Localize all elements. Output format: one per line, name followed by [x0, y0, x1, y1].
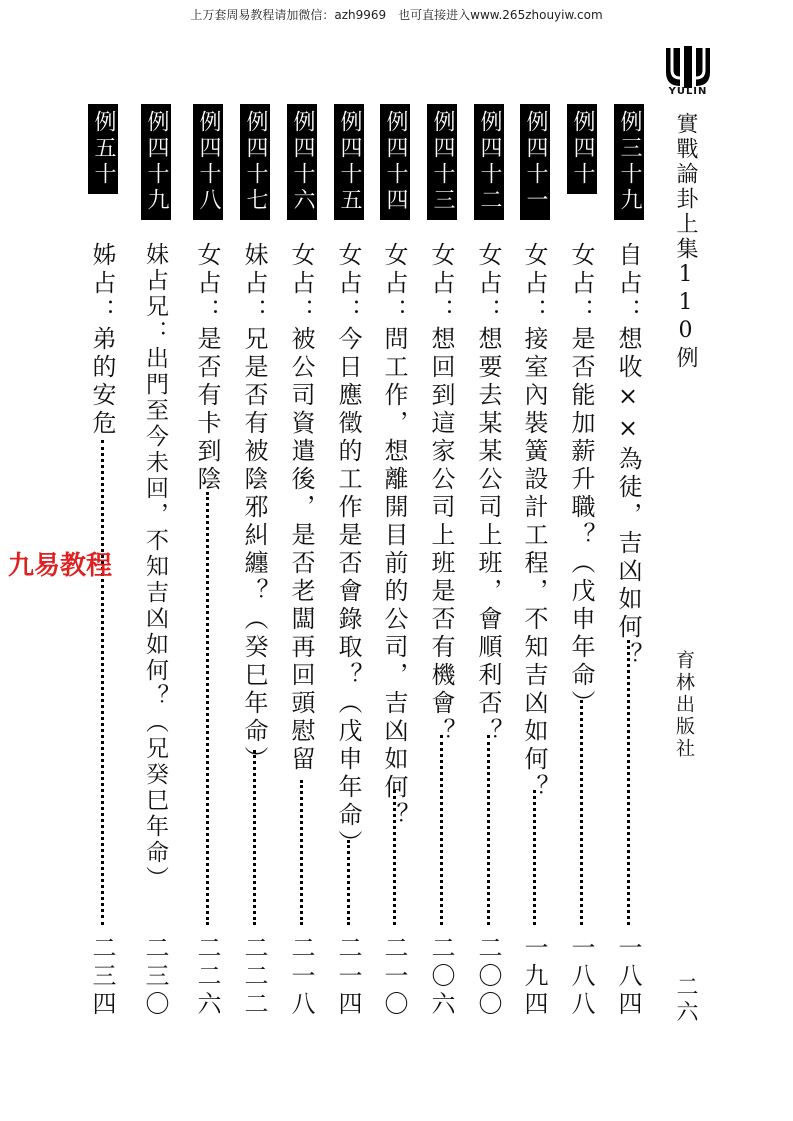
entry-text: 女占：是否有卡到陰 — [193, 242, 221, 494]
page-ref: 二一八 — [287, 935, 315, 1019]
book-title: 實戰論卦上集110例 — [673, 112, 698, 371]
publisher: 育林出版社 — [673, 650, 695, 760]
page-ref: 二二二 — [240, 935, 268, 1019]
page-ref: 一八四 — [614, 935, 642, 1019]
dotted-leader — [580, 700, 587, 925]
dotted-leader — [300, 780, 307, 925]
dotted-leader — [393, 790, 400, 925]
page-ref: 二二六 — [193, 935, 221, 1019]
side-watermark: 九易教程 — [8, 551, 113, 581]
example-label: 例四十一 — [520, 104, 550, 220]
example-label: 例四十八 — [193, 104, 223, 220]
dotted-leader — [627, 640, 634, 925]
example-label: 例四十六 — [287, 104, 317, 220]
entry-text: 妹占：兄是否有被陰邪糾纏？（癸巳年命） — [240, 242, 268, 774]
entry-text: 自占：想收××為徒，吉凶如何？ — [614, 242, 642, 670]
entry-text: 女占：被公司資遣後，是否老闆再回頭慰留 — [287, 242, 315, 774]
dotted-leader — [487, 735, 494, 925]
entry-text: 妹占兄：出門至今未回，不知吉凶如何？（兄癸巳年命） — [142, 242, 168, 892]
page-ref: 一九四 — [520, 935, 548, 1019]
example-label: 例四十 — [567, 104, 597, 194]
page-ref: 二三〇 — [141, 935, 169, 1019]
entry-text: 姊占：弟的安危 — [88, 242, 116, 438]
entry-text: 女占：問工作，想離開目前的公司，吉凶如何？ — [380, 242, 408, 830]
page-ref: 二〇六 — [427, 935, 455, 1019]
entry-text: 女占：接室內裝簧設計工程，不知吉凶如何？ — [520, 242, 548, 802]
example-label: 例三十九 — [614, 104, 644, 220]
example-label: 例四十二 — [474, 104, 504, 220]
example-label: 例四十九 — [141, 104, 171, 220]
dotted-leader — [206, 492, 213, 925]
entry-text: 女占：今日應徵的工作是否會錄取？（戊申年命） — [334, 242, 362, 858]
example-label: 例四十三 — [427, 104, 457, 220]
dotted-leader — [347, 840, 354, 925]
dotted-leader — [533, 790, 540, 925]
page-ref: 二〇〇 — [474, 935, 502, 1019]
page-ref: 二三四 — [88, 935, 116, 1019]
dotted-leader — [253, 750, 260, 925]
entry-text: 女占：是否能加薪升職？（戊申年命） — [567, 242, 595, 718]
page-ref: 二一四 — [334, 935, 362, 1019]
example-label: 例四十五 — [334, 104, 364, 220]
example-label: 例四十七 — [240, 104, 270, 220]
page-ref: 一八八 — [567, 935, 595, 1019]
page-number: 二六 — [673, 975, 698, 1025]
example-label: 例四十四 — [380, 104, 410, 220]
dotted-leader — [440, 735, 447, 925]
dotted-leader — [101, 440, 108, 925]
entry-text: 女占：想要去某某公司上班，會順利否？ — [474, 242, 502, 746]
logo-text: YULIN — [668, 86, 708, 97]
entry-text: 女占：想回到這家公司上班是否有機會？ — [427, 242, 455, 746]
header-watermark: 上万套周易教程请加微信：azh9969 也可直接进入www.265zhouyiw.com — [190, 8, 603, 22]
page-ref: 二一〇 — [380, 935, 408, 1019]
example-label: 例五十 — [88, 104, 118, 194]
